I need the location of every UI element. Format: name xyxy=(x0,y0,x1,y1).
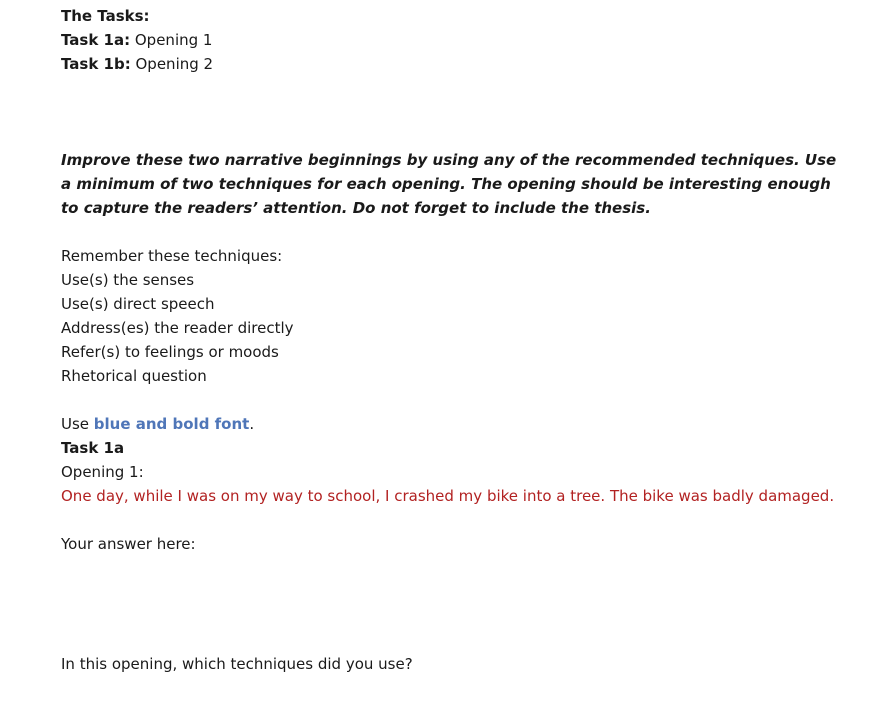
task-label: Task 1b: xyxy=(61,55,131,73)
task-list-item xyxy=(61,28,861,52)
task-label: Task 1a: xyxy=(61,31,131,49)
task-list-item xyxy=(61,52,861,76)
font-instruction-highlight: blue and bold font xyxy=(93,415,250,433)
instructions-paragraph: Improve these two narrative beginnings by using any of the recommended techniques. Use a minimum of two techniques for each opening. The opening should be interesting enough to capture the readers’ attention. Do not forget to include the thesis. xyxy=(61,151,837,217)
spacer xyxy=(61,508,861,532)
spacer xyxy=(61,76,861,148)
technique-item: Use(s) direct speech xyxy=(61,295,215,313)
technique-item: Rhetorical question xyxy=(61,367,207,385)
task-text: Opening 2 xyxy=(130,55,214,73)
answer-prompt[interactable]: Your answer here: xyxy=(61,535,196,553)
font-instruction-prefix: Use xyxy=(61,415,94,433)
opening-label: Opening 1: xyxy=(61,463,144,481)
task-1a-heading: Task 1a xyxy=(61,439,125,457)
font-instruction-suffix: . xyxy=(249,415,255,433)
document-page xyxy=(61,4,861,676)
spacer xyxy=(61,220,861,244)
techniques-question: In this opening, which techniques did you use? xyxy=(61,655,413,673)
techniques-heading: Remember these techniques: xyxy=(61,247,283,265)
opening-text: One day, while I was on my way to school, I crashed my bike into a tree. The bike was badly damaged. xyxy=(61,487,835,505)
technique-item: Address(es) the reader directly xyxy=(61,319,294,337)
task-text: Opening 1 xyxy=(130,31,213,49)
technique-item: Refer(s) to feelings or moods xyxy=(61,343,279,361)
font-instruction xyxy=(61,412,861,436)
spacer xyxy=(61,388,861,412)
answer-area[interactable] xyxy=(61,556,861,652)
tasks-heading: The Tasks: xyxy=(61,7,150,25)
technique-item: Use(s) the senses xyxy=(61,271,195,289)
